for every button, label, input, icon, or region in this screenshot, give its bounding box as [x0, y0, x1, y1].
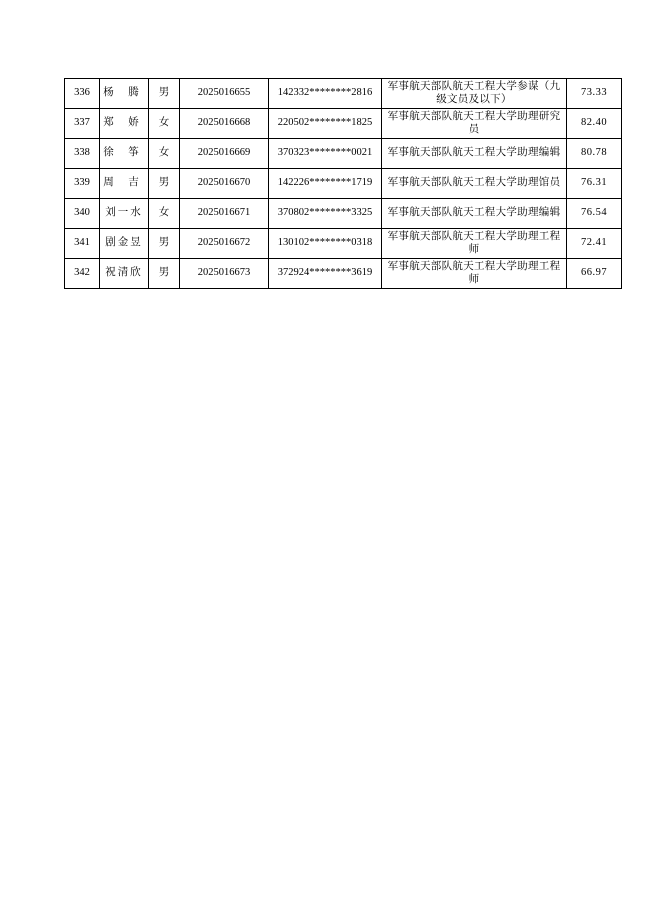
cell-name: 郑 娇: [100, 109, 149, 139]
table-row: [65, 169, 622, 199]
cell-sex: 男: [149, 169, 180, 199]
cell-id-number: 142226********1719: [269, 169, 382, 199]
cell-id-number: 372924********3619: [269, 259, 382, 289]
cell-score: 80.78: [567, 139, 622, 169]
cell-candidate-code: 2025016670: [180, 169, 269, 199]
cell-post: 军事航天部队航天工程大学助理馆员: [382, 169, 567, 199]
cell-post: 军事航天部队航天工程大学参谋（九级文员及以下）: [382, 79, 567, 109]
cell-sex: 女: [149, 199, 180, 229]
roster-table: [64, 78, 622, 289]
cell-sex: 男: [149, 229, 180, 259]
table-row: [65, 79, 622, 109]
cell-name: 周 吉: [100, 169, 149, 199]
cell-sequence: 341: [65, 229, 100, 259]
cell-id-number: 370802********3325: [269, 199, 382, 229]
table-row: [65, 259, 622, 289]
cell-post: 军事航天部队航天工程大学助理工程师: [382, 259, 567, 289]
cell-candidate-code: 2025016673: [180, 259, 269, 289]
cell-name: 剧金昱: [100, 229, 149, 259]
cell-sex: 男: [149, 259, 180, 289]
cell-id-number: 220502********1825: [269, 109, 382, 139]
cell-id-number: 130102********0318: [269, 229, 382, 259]
cell-sequence: 338: [65, 139, 100, 169]
cell-sex: 女: [149, 109, 180, 139]
cell-name: 徐 筝: [100, 139, 149, 169]
roster-table-container: [64, 78, 608, 289]
table-row: [65, 109, 622, 139]
cell-name: 刘一水: [100, 199, 149, 229]
cell-sex: 男: [149, 79, 180, 109]
cell-name: 祝清欣: [100, 259, 149, 289]
cell-post: 军事航天部队航天工程大学助理工程师: [382, 229, 567, 259]
table-row: [65, 199, 622, 229]
cell-score: 66.97: [567, 259, 622, 289]
table-row: [65, 139, 622, 169]
cell-score: 82.40: [567, 109, 622, 139]
cell-post: 军事航天部队航天工程大学助理编辑: [382, 199, 567, 229]
cell-sequence: 342: [65, 259, 100, 289]
cell-candidate-code: 2025016672: [180, 229, 269, 259]
cell-id-number: 142332********2816: [269, 79, 382, 109]
cell-candidate-code: 2025016669: [180, 139, 269, 169]
cell-sequence: 336: [65, 79, 100, 109]
table-row: [65, 229, 622, 259]
cell-candidate-code: 2025016655: [180, 79, 269, 109]
cell-sequence: 339: [65, 169, 100, 199]
cell-post: 军事航天部队航天工程大学助理研究员: [382, 109, 567, 139]
cell-candidate-code: 2025016668: [180, 109, 269, 139]
cell-score: 72.41: [567, 229, 622, 259]
cell-name: 杨 腾: [100, 79, 149, 109]
cell-score: 73.33: [567, 79, 622, 109]
cell-score: 76.54: [567, 199, 622, 229]
cell-sequence: 340: [65, 199, 100, 229]
table-body: [65, 79, 622, 289]
cell-post: 军事航天部队航天工程大学助理编辑: [382, 139, 567, 169]
cell-id-number: 370323********0021: [269, 139, 382, 169]
cell-sex: 女: [149, 139, 180, 169]
cell-score: 76.31: [567, 169, 622, 199]
cell-candidate-code: 2025016671: [180, 199, 269, 229]
cell-sequence: 337: [65, 109, 100, 139]
